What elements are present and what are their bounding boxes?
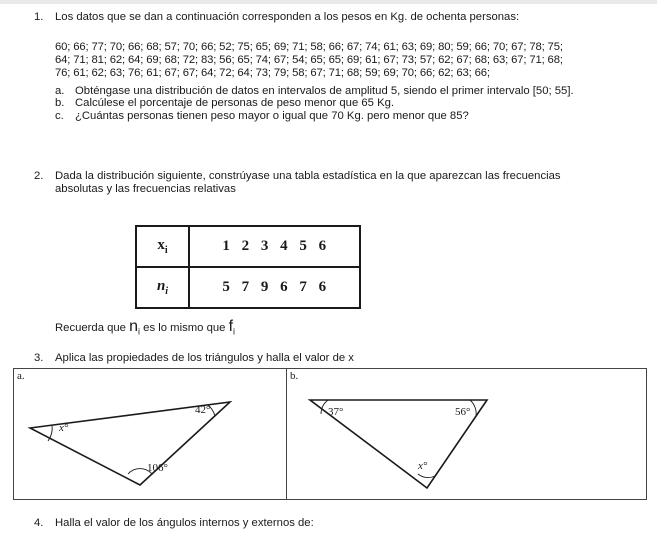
q1-item-b-text: Calcúlese el porcentaje de personas de peso menor que 65 Kg.: [75, 97, 395, 109]
q1-data-line-1: 60; 66; 77; 70; 66; 68; 57; 70; 66; 52; 75; 65; 69; 71; 58; 66; 67; 74; 61; 63; 69; 80; 59; 66; 70; 67; 78; 75;: [55, 41, 563, 53]
triangle-a-angle-left: x°: [59, 422, 69, 434]
q1-item-b-label: b.: [55, 97, 65, 109]
q2-reminder: Recuerda que $n_i$ es lo mismo que $f_i$: [55, 318, 236, 337]
q1-item-a-label: a.: [55, 85, 65, 97]
triangle-a-angle-bottom: 106°: [147, 462, 168, 474]
q2-number: 2.: [34, 170, 44, 182]
triangle-b-angle-bottom: x°: [418, 460, 428, 472]
q4-number: 4.: [34, 517, 44, 529]
table-header-n: $n_i$: [136, 267, 189, 308]
q2-prompt-line-1: Dada la distribución siguiente, constrúyase una tabla estadística en la que aparezcan las frecuencias: [55, 170, 561, 182]
q4-prompt: Halla el valor de los ángulos internos y externos de:: [55, 517, 314, 529]
triangle-b-angle-right: 56°: [455, 406, 471, 418]
table-values-n: 5 7 9 6 7 6: [189, 267, 360, 308]
q3-number: 3.: [34, 352, 44, 364]
q1-prompt: Los datos que se dan a continuación corresponden a los pesos en Kg. de ochenta personas:: [55, 11, 520, 23]
q1-data-line-3: 76; 61; 62; 63; 76; 61; 67; 67; 64; 72; 64; 73; 79; 58; 67; 71; 68; 59; 69; 70; 66; 62; 63; 66;: [55, 67, 490, 79]
table-header-x: $x_i$: [136, 226, 189, 267]
q3-b-label: b.: [290, 370, 299, 382]
q3-prompt: Aplica las propiedades de los triángulos y halla el valor de x: [55, 352, 354, 364]
q2-prompt-line-2: absolutas y las frecuencias relativas: [55, 183, 236, 195]
triangle-b-angle-left: 37°: [328, 406, 344, 418]
q1-item-c-label: c.: [55, 110, 64, 122]
q1-number: 1.: [34, 11, 44, 23]
q1-item-a-text: Obténgase una distribución de datos en intervalos de amplitud 5, siendo el primer intervalo [50; 55].: [75, 85, 574, 97]
table-values-x: 1 2 3 4 5 6: [189, 226, 360, 267]
triangle-a-angle-top: 42°: [195, 404, 211, 416]
q1-data-line-2: 64; 71; 81; 62; 64; 69; 68; 72; 83; 56; 65; 74; 67; 54; 65; 65; 69; 61; 67; 73; 57; 62; 67; 68; 63; 67; 71; 68;: [55, 54, 563, 66]
q1-item-c-text: ¿Cuántas personas tienen peso mayor o igual que 70 Kg. pero menor que 85?: [75, 110, 469, 122]
q3-a-label: a.: [17, 370, 25, 382]
